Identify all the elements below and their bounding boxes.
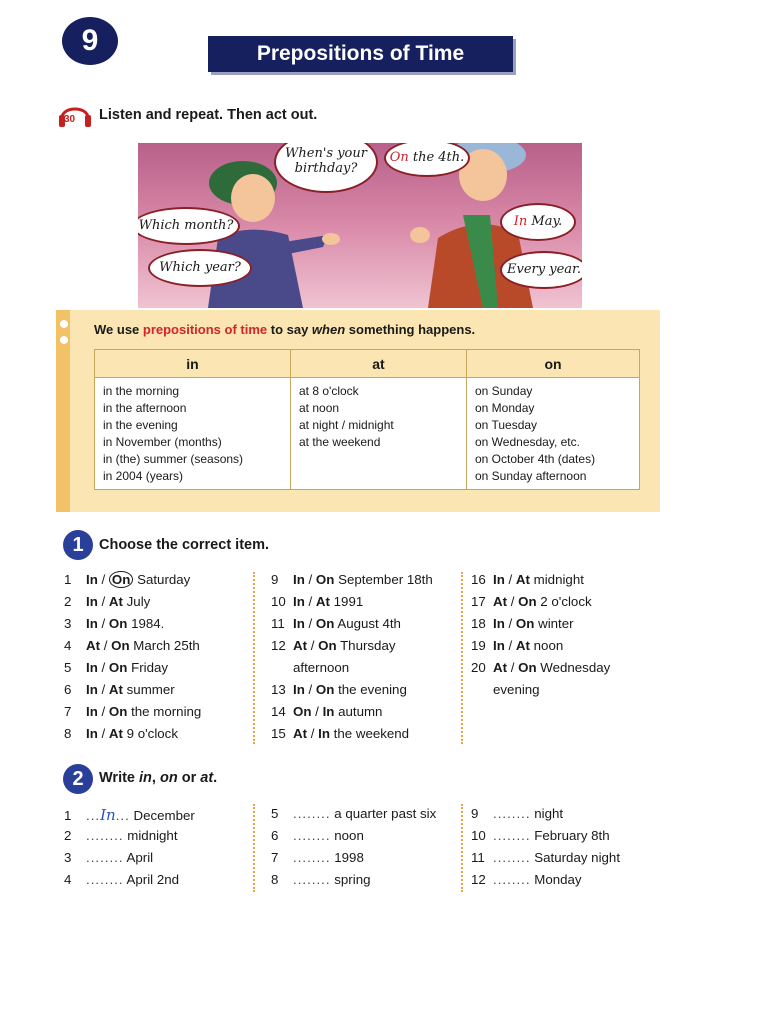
item-number: 6 (64, 682, 72, 697)
title-part: Write (99, 770, 140, 786)
item-text: 9 o'clock (126, 726, 178, 741)
title-preposition: on (159, 770, 178, 786)
item-text: 1991 (333, 594, 364, 609)
item-number: 2 (64, 828, 72, 843)
title-preposition: at (200, 770, 214, 786)
grammar-rule-text (94, 322, 475, 337)
title-part: or (177, 770, 201, 786)
item-text: noon (533, 638, 564, 653)
bubble-text: Every year. (507, 261, 581, 277)
item-number: 5 (271, 806, 279, 821)
item-number: 11 (471, 850, 485, 865)
item-number: 7 (64, 704, 72, 719)
table-column-on (467, 350, 639, 489)
fill-in-item[interactable] (471, 872, 582, 887)
item-text: Monday (534, 872, 582, 887)
option-a[interactable]: In (293, 616, 305, 631)
option-b[interactable]: On (315, 682, 335, 697)
item-text: August 4th (337, 616, 401, 631)
option-b[interactable]: At (108, 726, 123, 741)
table-cell: in the evening (103, 418, 178, 432)
item-text: autumn (338, 704, 383, 719)
item-number: 4 (64, 872, 72, 887)
option-b[interactable]: At (108, 682, 123, 697)
option-a[interactable]: In (86, 572, 98, 587)
option-a[interactable]: In (493, 638, 505, 653)
option-a[interactable]: In (86, 660, 98, 675)
item-text: afternoon (293, 660, 350, 675)
exercise-item[interactable]: 13 In / On the evening (271, 682, 407, 697)
option-b[interactable]: At (315, 594, 330, 609)
unit-number-badge: 9 (62, 17, 118, 65)
item-number: 9 (471, 806, 479, 821)
item-text: the evening (338, 682, 407, 697)
rule-emphasis: when (311, 322, 346, 337)
item-number: 12 (271, 638, 286, 653)
fill-in-item[interactable] (64, 872, 179, 887)
item-text: night (534, 806, 564, 821)
table-cell: on October 4th (dates) (475, 452, 596, 466)
table-column-in (95, 350, 291, 489)
item-text: noon (334, 828, 364, 843)
item-text: Wednesday (540, 660, 611, 675)
column-divider (253, 804, 255, 892)
exercise-item[interactable]: 1 In / On Saturday (64, 572, 191, 587)
option-a[interactable]: At (293, 726, 308, 741)
title-part: . (213, 770, 218, 786)
option-a[interactable]: In (293, 682, 305, 697)
item-text: midnight (127, 828, 178, 843)
option-b[interactable]: On (518, 660, 537, 675)
answer-blank[interactable]: ........ (493, 872, 531, 887)
exercise-item[interactable]: 10 In / At 1991 (271, 594, 364, 609)
table-cell: on Monday (475, 401, 535, 415)
option-a[interactable]: On (293, 704, 312, 719)
table-header-at: at (291, 350, 466, 378)
listen-instruction: Listen and repeat. Then act out. (99, 107, 318, 123)
answer-blank[interactable]: ........ (86, 872, 124, 887)
column-items (467, 378, 639, 485)
answer-blank[interactable]: ........ (293, 850, 331, 865)
option-b[interactable]: On (315, 572, 335, 587)
option-b[interactable]: At (108, 594, 123, 609)
item-text: February 8th (534, 828, 610, 843)
option-a[interactable]: At (86, 638, 101, 653)
option-b[interactable]: In (322, 704, 335, 719)
audio-track-number: 30 (64, 114, 76, 125)
item-number: 1 (64, 572, 72, 587)
option-b[interactable]: At (515, 572, 530, 587)
item-number: 10 (471, 828, 486, 843)
speech-bubble-in-may (500, 203, 576, 241)
bubble-text: Which month? (138, 217, 234, 233)
item-number: 6 (271, 828, 279, 843)
option-b[interactable]: On (108, 660, 128, 675)
option-b[interactable]: On (315, 616, 335, 631)
item-number: 16 (471, 572, 486, 587)
item-text: evening (493, 682, 540, 697)
table-cell: on Sunday (475, 384, 533, 398)
fill-in-item[interactable] (271, 828, 364, 843)
rule-text-part: We use (94, 322, 143, 337)
option-a[interactable]: At (493, 660, 508, 675)
item-text: midnight (533, 572, 584, 587)
answer-blank[interactable]: ........ (493, 806, 531, 821)
table-cell: on Wednesday, etc. (475, 435, 580, 449)
fill-in-item[interactable] (271, 850, 364, 865)
item-number: 10 (271, 594, 286, 609)
fill-in-item[interactable] (271, 872, 370, 887)
exercise-item[interactable]: 19 In / At noon (471, 638, 564, 653)
item-number: 7 (271, 850, 279, 865)
item-number: 8 (64, 726, 72, 741)
item-text: Friday (131, 660, 169, 675)
item-number: 14 (271, 704, 286, 719)
item-text: spring (334, 872, 371, 887)
fill-in-item[interactable] (471, 828, 610, 843)
item-text: April 2nd (126, 872, 180, 887)
fill-in-item[interactable] (64, 806, 195, 824)
fill-in-item[interactable] (271, 806, 436, 821)
exercise-1-title: Choose the correct item. (99, 537, 270, 553)
item-number: 11 (271, 616, 285, 631)
item-text: summer (126, 682, 175, 697)
column-divider (253, 572, 255, 744)
answer-blank[interactable]: ........ (293, 872, 331, 887)
exercise-item[interactable]: 7 In / On the morning (64, 704, 202, 719)
exercise-item[interactable]: 14 On / In autumn (271, 704, 383, 719)
speech-bubble-which-year (148, 249, 252, 287)
rule-text-part: something happens. (345, 322, 476, 337)
exercise-item[interactable]: 16 In / At midnight (471, 572, 584, 587)
exercise-item[interactable]: 18 In / On winter (471, 616, 574, 631)
column-divider (461, 572, 463, 744)
item-number: 8 (271, 872, 279, 887)
fill-in-item[interactable] (471, 850, 620, 865)
table-cell: at night / midnight (299, 418, 394, 432)
table-header-in: in (95, 350, 290, 378)
table-cell: in 2004 (years) (103, 469, 184, 483)
item-text: Saturday (137, 572, 191, 587)
exercise-item[interactable]: 20 At / On Wednesday (471, 660, 611, 675)
item-text: 2 o'clock (540, 594, 592, 609)
exercise-item[interactable]: 8 In / At 9 o'clock (64, 726, 178, 741)
exercise-item[interactable]: 5 In / On Friday (64, 660, 169, 675)
option-a[interactable]: In (293, 572, 305, 587)
exercise-item[interactable] (271, 660, 349, 675)
answer-blank[interactable]: ........ (493, 828, 531, 843)
bubble-text (390, 151, 465, 166)
item-text: April (126, 850, 154, 865)
option-b[interactable]: On (108, 704, 128, 719)
exercise-item[interactable]: 15 At / In the weekend (271, 726, 410, 741)
rule-highlight: prepositions of time (142, 322, 268, 337)
fill-in-item[interactable] (64, 828, 178, 843)
item-text: 1998 (334, 850, 364, 865)
option-a[interactable]: In (86, 682, 98, 697)
item-text: the morning (131, 704, 202, 719)
bubble-text: Which year? (159, 259, 241, 275)
title-preposition: in (139, 770, 152, 786)
speech-bubble-every-year (500, 251, 582, 289)
option-b[interactable]: On (318, 638, 337, 653)
item-number: 1 (64, 808, 72, 823)
table-cell: in November (months) (103, 435, 222, 449)
example-answer: In (100, 806, 116, 824)
fill-in-item[interactable] (64, 850, 153, 865)
blank-dots: ... (86, 808, 101, 823)
item-number: 15 (271, 726, 286, 741)
item-text: the weekend (333, 726, 410, 741)
table-cell: in the afternoon (103, 401, 187, 415)
bubble-text (514, 215, 562, 230)
answer-blank[interactable]: ........ (493, 850, 531, 865)
item-text: Saturday night (534, 850, 621, 865)
table-cell: on Tuesday (475, 418, 538, 432)
option-a[interactable]: In (86, 594, 98, 609)
prepositions-table (94, 349, 640, 490)
exercise-item[interactable]: 9 In / On September 18th (271, 572, 433, 587)
highlighted-preposition: On (389, 149, 409, 165)
bubble-text: When's your birthday? (285, 146, 367, 176)
option-a[interactable]: In (86, 726, 98, 741)
blank-dots: ... (115, 808, 130, 823)
binder-hole (60, 320, 68, 328)
exercise-item[interactable]: 11 In / On August 4th (271, 616, 401, 631)
item-number: 18 (471, 616, 486, 631)
item-number: 20 (471, 660, 486, 675)
item-number: 12 (471, 872, 486, 887)
table-cell: at noon (299, 401, 340, 415)
item-number: 17 (471, 594, 486, 609)
exercise-item[interactable]: 2 In / At July (64, 594, 151, 609)
page-title: Prepositions of Time (208, 36, 513, 72)
option-a[interactable]: In (86, 616, 98, 631)
column-items (291, 378, 466, 451)
option-b[interactable]: In (318, 726, 330, 741)
item-number: 4 (64, 638, 72, 653)
item-number: 2 (64, 594, 72, 609)
highlighted-preposition: In (513, 213, 528, 229)
table-cell: at the weekend (299, 435, 381, 449)
item-text: July (126, 594, 151, 609)
answer-blank[interactable]: ........ (293, 828, 331, 843)
option-a[interactable]: At (493, 594, 508, 609)
exercise-2-number: 2 (63, 764, 93, 794)
rule-text-part: to say (267, 322, 312, 337)
item-text: March 25th (133, 638, 200, 653)
item-text: 1984. (131, 616, 165, 631)
answer-blank[interactable]: ........ (86, 828, 124, 843)
option-b[interactable]: At (515, 638, 530, 653)
column-divider (461, 804, 463, 892)
table-header-on: on (467, 350, 639, 378)
answer-blank[interactable]: ........ (293, 806, 331, 821)
option-a[interactable]: In (493, 572, 505, 587)
option-b[interactable]: On (108, 616, 128, 631)
answer-blank[interactable]: ........ (86, 850, 124, 865)
exercise-1-number: 1 (63, 530, 93, 560)
exercise-2-title (99, 770, 217, 786)
exercise-item[interactable]: 17 At / On 2 o'clock (471, 594, 592, 609)
option-b[interactable]: On (111, 638, 130, 653)
exercise-item[interactable]: 6 In / At summer (64, 682, 175, 697)
table-cell: at 8 o'clock (299, 384, 359, 398)
title-part: , (151, 770, 160, 786)
item-number: 3 (64, 850, 72, 865)
table-cell: in (the) summer (seasons) (103, 452, 244, 466)
item-number: 5 (64, 660, 72, 675)
item-number: 9 (271, 572, 279, 587)
bubble-text-rest: May. (527, 213, 563, 229)
exercise-item[interactable] (471, 682, 540, 697)
table-column-at (291, 350, 467, 489)
option-b[interactable]: On (518, 594, 537, 609)
item-text: Thursday (340, 638, 396, 653)
column-items (95, 378, 290, 485)
item-number: 13 (271, 682, 286, 697)
bubble-text-rest: the 4th. (408, 149, 465, 165)
option-a[interactable]: In (493, 616, 505, 631)
item-text: September 18th (338, 572, 433, 587)
fill-in-item[interactable] (471, 806, 563, 821)
option-a[interactable]: In (86, 704, 98, 719)
item-text: a quarter past six (334, 806, 437, 821)
exercise-item[interactable]: 4 At / On March 25th (64, 638, 200, 653)
table-cell: on Sunday afternoon (475, 469, 587, 483)
dialogue-illustration (138, 143, 582, 308)
option-a[interactable]: At (293, 638, 308, 653)
exercise-item[interactable]: 3 In / On 1984. (64, 616, 165, 631)
item-text: winter (538, 616, 574, 631)
option-b[interactable]: On (515, 616, 535, 631)
option-b[interactable]: On (109, 571, 133, 588)
item-text: December (133, 808, 195, 823)
item-number: 19 (471, 638, 486, 653)
binder-hole (60, 336, 68, 344)
option-a[interactable]: In (293, 594, 305, 609)
table-cell: in the morning (103, 384, 180, 398)
exercise-item[interactable]: 12 At / On Thursday (271, 638, 396, 653)
item-number: 3 (64, 616, 72, 631)
